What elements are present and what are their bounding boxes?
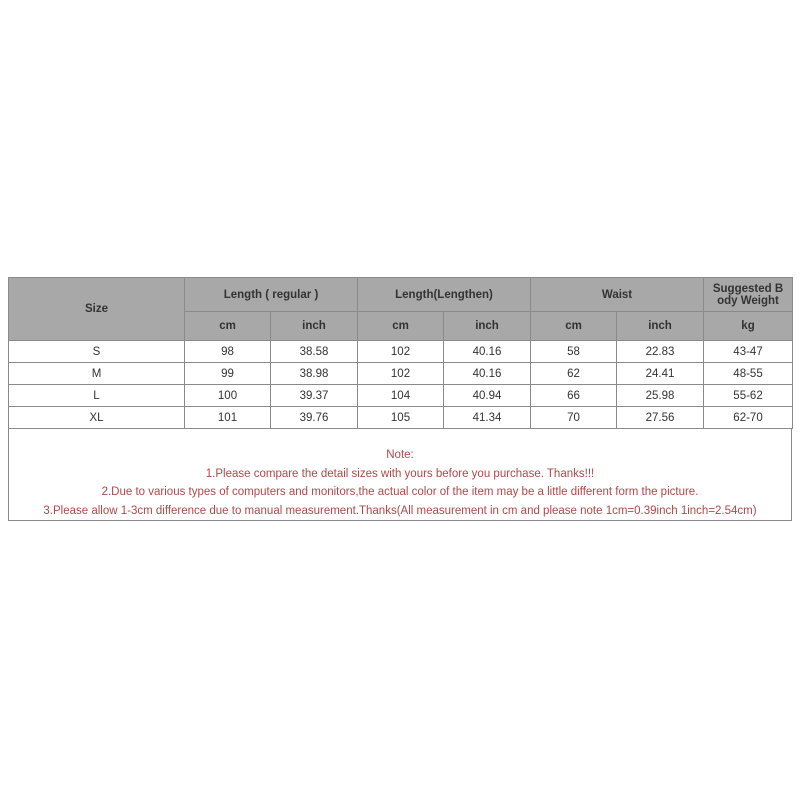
unit-header: kg <box>704 312 793 341</box>
size-cell: M <box>9 363 185 385</box>
size-table <box>8 277 793 429</box>
table-cell: 40.94 <box>444 385 531 407</box>
table-cell: 40.16 <box>444 363 531 385</box>
table-cell: 101 <box>185 407 271 429</box>
weight-header-line1: Suggested B <box>712 282 784 295</box>
unit-header: inch <box>444 312 531 341</box>
table-row <box>9 385 793 407</box>
table-cell: 41.34 <box>444 407 531 429</box>
length-lengthen-header: Length(Lengthen) <box>358 278 531 312</box>
table-cell: 24.41 <box>617 363 704 385</box>
table-cell: 40.16 <box>444 341 531 363</box>
table-cell: 48-55 <box>704 363 793 385</box>
length-regular-header: Length ( regular ) <box>185 278 358 312</box>
size-cell: S <box>9 341 185 363</box>
weight-header-line2: ody Weight <box>717 294 779 307</box>
size-cell: XL <box>9 407 185 429</box>
table-cell: 70 <box>531 407 617 429</box>
table-cell: 98 <box>185 341 271 363</box>
table-cell: 62-70 <box>704 407 793 429</box>
table-cell: 43-47 <box>704 341 793 363</box>
table-cell: 39.37 <box>271 385 358 407</box>
unit-header: cm <box>358 312 444 341</box>
table-cell: 38.58 <box>271 341 358 363</box>
note-line: 2.Due to various types of computers and monitors,the actual color of the item may be a little different form the picture. <box>101 486 699 498</box>
table-cell: 22.83 <box>617 341 704 363</box>
table-cell: 102 <box>358 341 444 363</box>
unit-header: cm <box>531 312 617 341</box>
table-cell: 55-62 <box>704 385 793 407</box>
table-cell: 38.98 <box>271 363 358 385</box>
table-cell: 100 <box>185 385 271 407</box>
note-title: Note: <box>386 449 414 461</box>
table-row <box>9 363 793 385</box>
table-cell: 39.76 <box>271 407 358 429</box>
table-cell: 104 <box>358 385 444 407</box>
note-line: 1.Please compare the detail sizes with yours before you purchase. Thanks!!! <box>205 467 595 480</box>
table-cell: 62 <box>531 363 617 385</box>
size-header: Size <box>9 278 185 341</box>
unit-header: inch <box>617 312 704 341</box>
size-cell: L <box>9 385 185 407</box>
note-line: 3.Please allow 1-3cm difference due to manual measurement.Thanks(All measurement in cm and please note 1cm=0.39inch 1inch=2.54cm) <box>43 504 757 517</box>
unit-header: inch <box>271 312 358 341</box>
table-cell: 105 <box>358 407 444 429</box>
table-cell: 58 <box>531 341 617 363</box>
unit-header: cm <box>185 312 271 341</box>
table-cell: 66 <box>531 385 617 407</box>
table-row <box>9 341 793 363</box>
table-cell: 25.98 <box>617 385 704 407</box>
notes-box <box>8 429 792 521</box>
table-row <box>9 407 793 429</box>
table-cell: 27.56 <box>617 407 704 429</box>
size-chart <box>8 277 792 521</box>
table-cell: 99 <box>185 363 271 385</box>
suggested-weight-header <box>704 278 793 312</box>
table-cell: 102 <box>358 363 444 385</box>
waist-header: Waist <box>531 278 704 312</box>
